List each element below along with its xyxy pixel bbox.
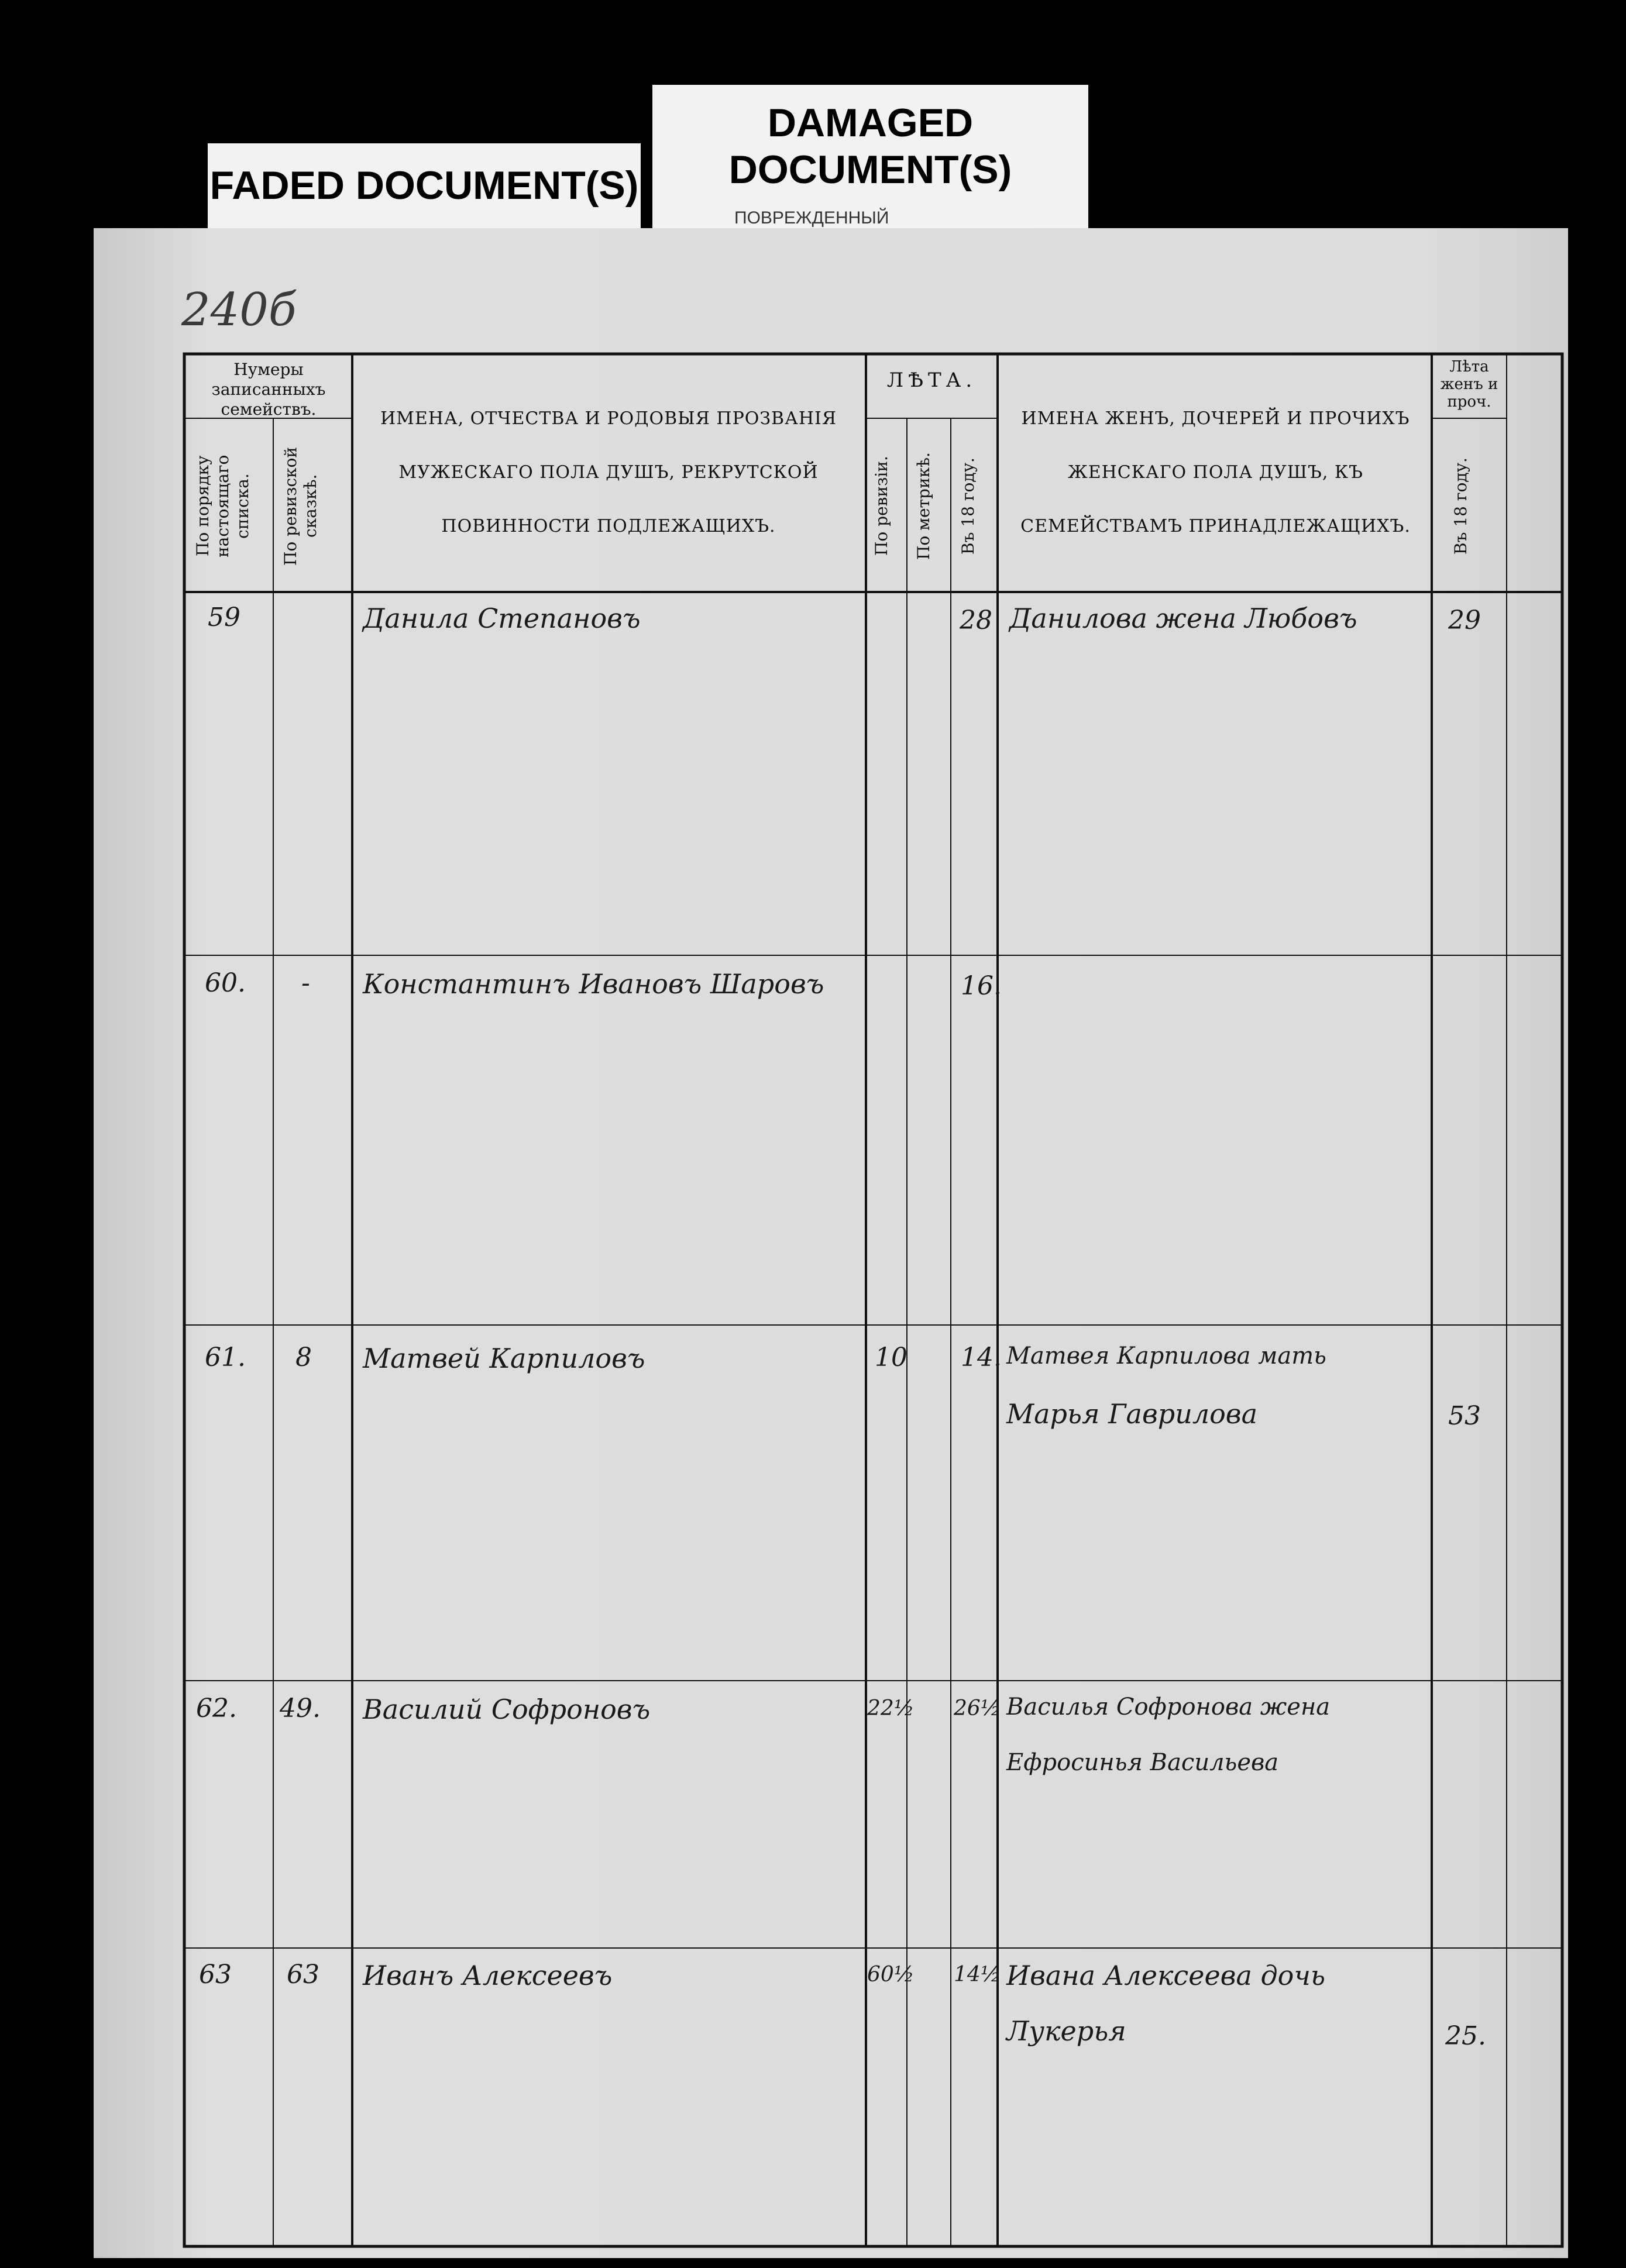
row-62-female-line-2: Ефросинья Васильева xyxy=(1006,1749,1279,1776)
row-60-age-1818: 16. xyxy=(961,971,1002,1001)
row-62-tale-no: 49. xyxy=(280,1694,321,1723)
row-61-tale-no: 8 xyxy=(295,1343,312,1372)
row-61-age-1818: 14. xyxy=(961,1343,1002,1372)
row-61-male-name: Матвей Карпиловъ xyxy=(363,1343,645,1374)
header-by-list: По порядку настоящаго списка. xyxy=(193,455,252,557)
damaged-document-text: DAMAGED DOCUMENT(S) xyxy=(728,101,1012,192)
header-female-names: ИМЕНА ЖЕНЪ, ДОЧЕРЕЙ И ПРОЧИХЪ ЖЕНСКАГО ПОЛА ДУШЪ, КЪ СЕМЕЙСТВАМЪ ПРИНАДЛЕЖАЩИХЪ. xyxy=(1020,408,1411,536)
row-61-age-revision: 10 xyxy=(875,1343,907,1372)
row-59-female-line-1: Данилова жена Любовъ xyxy=(1009,603,1357,634)
header-female-years: Лѣта женъ и проч. xyxy=(1440,358,1498,411)
header-by-revision: По ревизіи. xyxy=(872,456,891,556)
row-61-list-no: 61. xyxy=(205,1343,246,1372)
row-62-age-1818: 26½ xyxy=(954,1696,1001,1720)
row-62-female-line-1: Василья Софронова жена xyxy=(1006,1694,1331,1720)
damaged-document-label xyxy=(652,85,1088,231)
header-family-numbers: Нумеры записанныхъ семействъ. xyxy=(211,360,326,419)
header-female-in-18: Въ 18 году. xyxy=(1451,457,1470,555)
row-63-female-age: 25. xyxy=(1445,2021,1486,2051)
row-62-age-revision: 22½ xyxy=(867,1696,915,1720)
row-61-female-line-2: Марья Гаврилова xyxy=(1006,1398,1258,1430)
faded-document-label: FADED DOCUMENT(S) xyxy=(208,143,641,228)
row-63-female-line-1: Ивана Алексеева дочь xyxy=(1006,1960,1326,1991)
row-61-female-age: 53 xyxy=(1448,1401,1481,1431)
row-63-age-revision: 60½ xyxy=(867,1963,915,1987)
header-by-revision-tale: По ревизской сказкѣ. xyxy=(281,446,320,566)
row-62-male-name: Василий Софроновъ xyxy=(363,1694,651,1725)
row-60-male-name: Константинъ Ивановъ Шаровъ xyxy=(363,968,824,1000)
header-by-metrics: По метрикѣ. xyxy=(914,452,933,560)
row-63-female-line-2: Лукерья xyxy=(1006,2015,1126,2047)
damaged-underlying-text: ПОВРЕЖДЕННЫЙ xyxy=(734,208,889,228)
row-63-male-name: Иванъ Алексеевъ xyxy=(363,1960,613,1991)
row-63-list-no: 63 xyxy=(199,1960,232,1990)
row-62-list-no: 62. xyxy=(196,1694,237,1723)
row-59-female-age: 29 xyxy=(1448,605,1481,635)
row-60-tale-no: - xyxy=(301,968,310,998)
row-59-list-no: 59 xyxy=(208,603,240,632)
header-years: ЛѢТА. xyxy=(886,369,977,392)
row-63-tale-no: 63 xyxy=(287,1960,319,1990)
header-male-names: ИМЕНА, ОТЧЕСТВА И РОДОВЫЯ ПРОЗВАНІЯ МУЖЕСКАГО ПОЛА ДУШЪ, РЕКРУТСКОЙ ПОВИННОСТИ ПОДЛЕЖАЩИХЪ. xyxy=(380,408,837,536)
page-number: 240б xyxy=(181,284,297,336)
row-60-list-no: 60. xyxy=(205,968,246,998)
row-59-male-name: Данила Степановъ xyxy=(363,603,641,634)
census-page xyxy=(94,228,1568,2258)
header-in-18-year: Въ 18 году. xyxy=(958,457,978,555)
row-63-age-1818: 14½ xyxy=(954,1963,1001,1987)
row-59-age-1818: 28 xyxy=(960,605,992,635)
row-61-female-line-1: Матвея Карпилова мать xyxy=(1006,1343,1326,1369)
